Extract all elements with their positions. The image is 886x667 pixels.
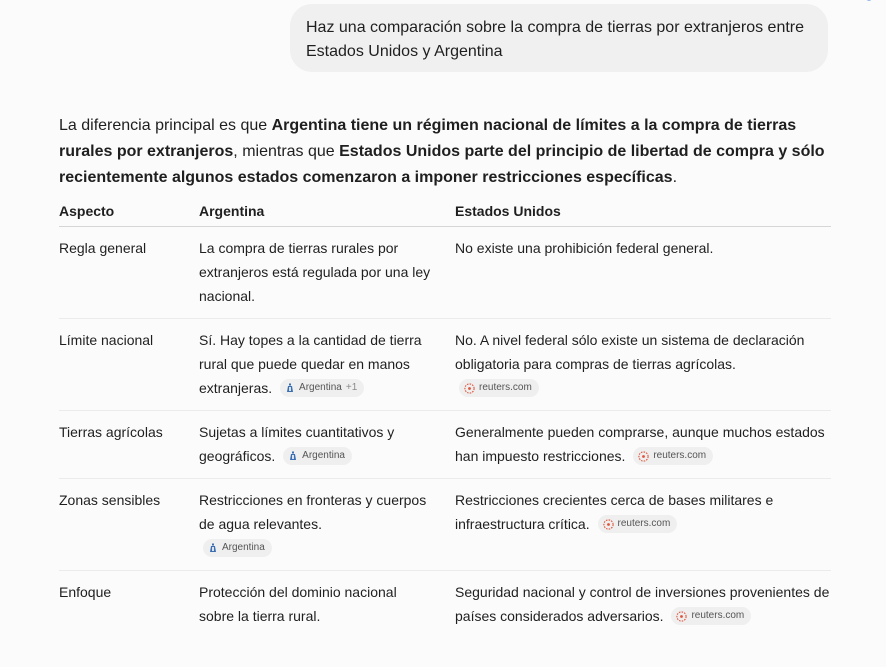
source-chip-label: Argentina xyxy=(222,542,265,554)
cell-argentina xyxy=(199,319,455,411)
cell-usa-text: Restricciones crecientes cerca de bases militares e infraestructura crítica. xyxy=(455,492,774,532)
source-chip-label: reuters.com xyxy=(617,518,671,530)
reuters-icon xyxy=(464,383,475,394)
header-argentina: Argentina xyxy=(199,196,455,227)
source-chip-label: reuters.com xyxy=(653,450,707,462)
cell-usa xyxy=(455,319,831,411)
table-row xyxy=(59,411,831,479)
source-chip-reuters[interactable] xyxy=(459,379,539,397)
argentina-gov-icon xyxy=(208,543,218,553)
cell-argentina xyxy=(199,411,455,479)
corner-arc-icon xyxy=(862,0,876,4)
table-row xyxy=(59,319,831,411)
intro-bold-2: Estados Unidos parte del principio de libertad de compra y sólo recientemente algunos estados comenzaron a imponer restricciones específicas xyxy=(59,143,825,186)
source-chip-reuters[interactable] xyxy=(598,515,678,533)
source-chip-label: Argentina xyxy=(299,382,342,394)
cell-argentina-text: Sujetas a límites cuantitativos y geográficos. xyxy=(199,424,395,464)
source-chip-label: Argentina xyxy=(302,450,345,462)
cell-usa-text: Generalmente pueden comprarse, aunque muchos estados han impuesto restricciones. xyxy=(455,424,825,464)
user-message-text: Haz una comparación sobre la compra de tierras por extranjeros entre Estados Unidos y Argentina xyxy=(306,19,805,60)
cell-usa-text: No. A nivel federal sólo existe un sistema de declaración obligatoria para compras de tierras agrícolas. xyxy=(455,332,805,372)
header-aspect: Aspecto xyxy=(59,196,199,227)
cell-argentina xyxy=(199,479,455,571)
reuters-icon xyxy=(603,519,614,530)
argentina-gov-icon xyxy=(285,383,295,393)
source-chip-argentina[interactable] xyxy=(283,447,352,465)
cell-usa xyxy=(455,571,831,639)
source-chip-label: reuters.com xyxy=(691,610,745,622)
cell-argentina-text: La compra de tierras rurales por extranjeros está regulada por una ley nacional. xyxy=(199,240,431,304)
cell-argentina-text: Restricciones en fronteras y cuerpos de agua relevantes. xyxy=(199,492,427,532)
cell-usa xyxy=(455,227,831,319)
source-chip-argentina[interactable] xyxy=(280,379,364,397)
cell-argentina xyxy=(199,227,455,319)
cell-aspect: Regla general xyxy=(59,227,199,319)
source-chip-argentina[interactable] xyxy=(203,539,272,557)
comparison-table xyxy=(59,196,831,638)
intro-text-3: . xyxy=(672,169,678,186)
cell-aspect: Enfoque xyxy=(59,584,112,600)
cell-usa-text: Seguridad nacional y control de inversiones provenientes de países considerados adversarios. xyxy=(455,584,830,624)
source-chip-label: reuters.com xyxy=(479,382,532,394)
cell-argentina xyxy=(199,571,455,639)
table-row xyxy=(59,479,831,571)
reuters-icon xyxy=(638,451,649,462)
cell-aspect: Zonas sensibles xyxy=(59,479,199,571)
intro-text-1: La diferencia principal es que xyxy=(59,117,272,134)
source-chip-extra-count: +1 xyxy=(345,382,358,394)
cell-usa-text: No existe una prohibición federal general. xyxy=(455,240,714,256)
source-chip-reuters[interactable] xyxy=(633,447,713,465)
cell-argentina-text: Protección del dominio nacional sobre la tierra rural. xyxy=(199,584,397,624)
cell-aspect: Límite nacional xyxy=(59,319,199,411)
header-usa: Estados Unidos xyxy=(455,196,831,227)
table-row xyxy=(59,571,831,639)
user-message-bubble xyxy=(290,4,828,72)
reuters-icon xyxy=(676,611,687,622)
argentina-gov-icon xyxy=(288,451,298,461)
cell-usa xyxy=(455,411,831,479)
assistant-intro-paragraph xyxy=(59,113,849,191)
intro-bold-1: Argentina tiene un régimen nacional de límites a la compra de tierras rurales por extranjeros xyxy=(59,117,797,160)
source-chip-reuters[interactable] xyxy=(671,607,751,625)
table-row xyxy=(59,227,831,319)
table-header-row xyxy=(59,196,831,227)
cell-usa xyxy=(455,479,831,571)
intro-text-2: , mientras que xyxy=(233,143,340,160)
cell-argentina-text: Sí. Hay topes a la cantidad de tierra rural que puede quedar en manos extranjeras. xyxy=(199,332,422,396)
cell-aspect: Tierras agrícolas xyxy=(59,411,199,479)
